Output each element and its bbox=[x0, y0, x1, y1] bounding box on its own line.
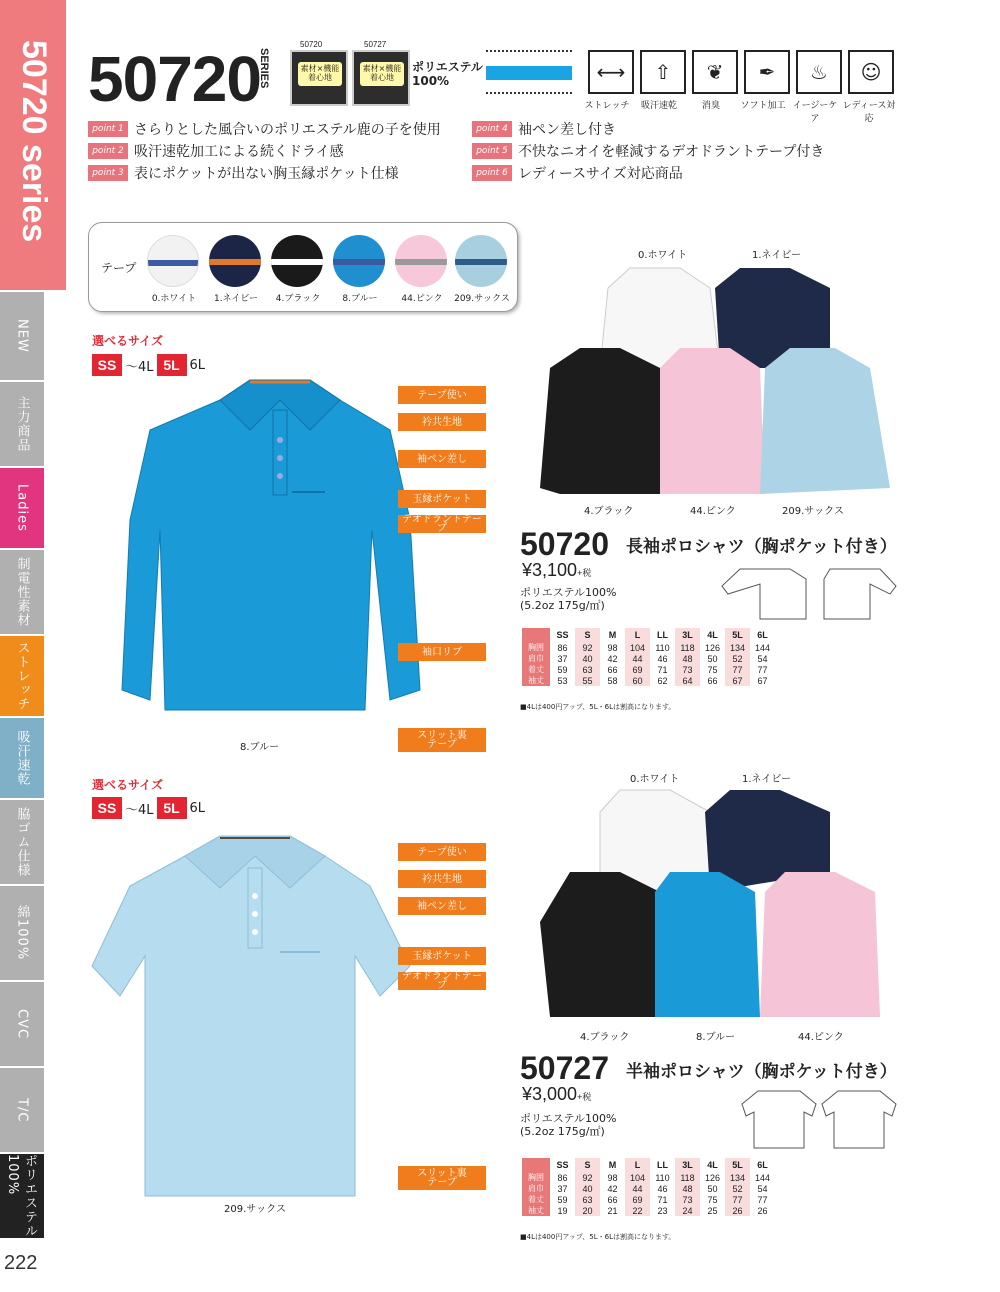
point-row bbox=[472, 140, 824, 162]
tape-swatch-blue bbox=[333, 235, 385, 287]
size-header: 4L bbox=[707, 630, 718, 640]
tab-new[interactable] bbox=[0, 292, 44, 380]
tab-label: 制電性素材 bbox=[14, 557, 30, 627]
tab-label: T/C bbox=[14, 1097, 30, 1123]
point-row bbox=[88, 140, 441, 162]
size-header: SS bbox=[556, 630, 569, 640]
tab-side-rubber[interactable] bbox=[0, 800, 44, 884]
color-label: 4.ブラック bbox=[584, 506, 634, 517]
tab-main-products[interactable] bbox=[0, 382, 44, 466]
quick-dry-icon: ⇧ bbox=[640, 50, 686, 94]
callout-slit-tape: スリット裏 テープ bbox=[398, 728, 486, 752]
ladies-icon: ☺ bbox=[848, 50, 894, 94]
easy-care-icon: ♨ bbox=[796, 50, 842, 94]
table-row: 胸囲 86 92 98 104 110 118 126 134 144 bbox=[522, 1172, 775, 1183]
size-range: 〜4L bbox=[125, 359, 154, 375]
callout-cuff-rib: 袖口リブ bbox=[398, 643, 486, 661]
point-text: 表にポケットが出ない胸玉縁ポケット仕様 bbox=[134, 166, 399, 182]
color-label: 8.ブルー bbox=[696, 1032, 736, 1043]
tape-swatch-sax bbox=[455, 235, 507, 287]
size-table-50720 bbox=[522, 628, 775, 686]
size-6l: 6L bbox=[189, 800, 206, 816]
feature-label: イージーケア bbox=[792, 101, 838, 124]
point-row bbox=[88, 162, 441, 184]
size-header: 5L bbox=[725, 1158, 750, 1172]
point-row bbox=[472, 162, 824, 184]
callout-collar: 衿共生地 bbox=[398, 413, 486, 431]
color-label: 0.ホワイト bbox=[638, 250, 688, 261]
callout-pocket: 玉縁ポケット bbox=[398, 947, 486, 965]
tag-code: 50720 bbox=[300, 40, 323, 49]
size-header: S bbox=[575, 628, 600, 642]
short-sleeve-color-variants bbox=[530, 782, 910, 1024]
size-6l: 6L bbox=[189, 357, 206, 373]
stretch-icon: ⟷ bbox=[588, 50, 634, 94]
color-label: 209.サックス bbox=[782, 506, 844, 517]
feature-label: ソフト加工 bbox=[740, 101, 786, 111]
size-choice-row bbox=[92, 797, 205, 819]
table-row: 肩巾 37 40 42 44 46 48 50 52 54 bbox=[522, 653, 775, 664]
tab-label: 主力商品 bbox=[14, 396, 30, 452]
size-ss-badge: SS bbox=[92, 797, 122, 819]
callout-pen-slot: 袖ペン差し bbox=[398, 450, 486, 468]
product-name: 長袖ポロシャツ（胸ポケット付き） bbox=[626, 537, 897, 557]
table-row: 肩巾 37 40 42 44 46 48 50 52 54 bbox=[522, 1183, 775, 1194]
callout-deodorant: デオドラントテープ bbox=[398, 515, 486, 533]
tape-color-name: 1.ネイビー bbox=[213, 294, 259, 304]
tab-quick-dry[interactable] bbox=[0, 718, 44, 798]
point-text: レディースサイズ対応商品 bbox=[518, 166, 683, 182]
tape-color-name: 4.ブラック bbox=[275, 294, 321, 304]
size-ss-badge: SS bbox=[92, 354, 122, 376]
tape-swatch-navy bbox=[209, 235, 261, 287]
size-header: 3L bbox=[675, 628, 700, 642]
tab-label: Ladies bbox=[14, 484, 30, 532]
short-sleeve-line-drawing bbox=[740, 1086, 900, 1156]
callout-pocket: 玉縁ポケット bbox=[398, 490, 486, 508]
tab-polyester[interactable] bbox=[0, 1154, 44, 1238]
color-label: 0.ホワイト bbox=[630, 774, 680, 785]
tape-color-name: 8.ブルー bbox=[342, 294, 378, 304]
tape-colors-box bbox=[88, 222, 518, 312]
tab-label: 綿100% bbox=[14, 905, 30, 961]
price-tax: +税 bbox=[577, 1092, 592, 1102]
tape-color-name: 0.ホワイト bbox=[151, 294, 197, 304]
size-table-50727 bbox=[522, 1158, 775, 1216]
short-sleeve-sax-polo bbox=[90, 826, 420, 1200]
feature-icons bbox=[588, 50, 894, 94]
tag-image-50720 bbox=[290, 50, 348, 106]
series-word: SERIES bbox=[258, 48, 270, 89]
point-text: さらりとした風合いのポリエステル鹿の子を使用 bbox=[134, 122, 441, 138]
product-price bbox=[522, 560, 591, 581]
table-row: 袖丈 19 20 21 22 23 24 25 26 26 bbox=[522, 1205, 775, 1216]
color-label: 1.ネイビー bbox=[742, 774, 791, 785]
series-side-banner bbox=[0, 0, 66, 290]
size-header: M bbox=[608, 1160, 617, 1170]
point-text: 不快なニオイを軽減するデオドラントテープ付き bbox=[518, 144, 825, 160]
tab-label: ストレッチ bbox=[14, 641, 30, 711]
tab-cvc[interactable] bbox=[0, 982, 44, 1066]
callout-deodorant: デオドラントテープ bbox=[398, 972, 486, 990]
tab-antistatic[interactable] bbox=[0, 550, 44, 634]
color-label: 1.ネイビー bbox=[752, 250, 801, 261]
size-header: L bbox=[625, 628, 650, 642]
series-number: 50720 bbox=[88, 43, 261, 115]
page-number: 222 bbox=[4, 1252, 38, 1274]
size-choice-title: 選べるサイズ bbox=[92, 334, 164, 348]
size-header: L bbox=[625, 1158, 650, 1172]
size-header: LL bbox=[657, 1160, 668, 1170]
color-label: 44.ピンク bbox=[798, 1032, 844, 1043]
size-header: 6L bbox=[757, 1160, 768, 1170]
tag-code: 50727 bbox=[364, 40, 387, 49]
tab-ladies[interactable] bbox=[0, 468, 44, 548]
long-sleeve-line-drawing bbox=[720, 564, 900, 624]
callout-pen-slot: 袖ペン差し bbox=[398, 897, 486, 915]
points-left bbox=[88, 118, 441, 184]
tag-image-50727 bbox=[352, 50, 410, 106]
tag-text: 素材×機能 着心地 bbox=[298, 62, 342, 86]
points-right bbox=[472, 118, 824, 184]
material-composition: ポリエステル100% bbox=[520, 586, 617, 599]
size-choice-title: 選べるサイズ bbox=[92, 778, 164, 792]
size-header: M bbox=[608, 630, 617, 640]
size-header: LL bbox=[657, 630, 668, 640]
point-badge: point 1 bbox=[88, 121, 128, 137]
series-side-label: 50720 series bbox=[15, 40, 53, 243]
size-5l-badge: 5L bbox=[157, 797, 187, 819]
size-header: SS bbox=[556, 1160, 569, 1170]
tape-swatch-white bbox=[147, 235, 199, 287]
point-badge: point 3 bbox=[88, 165, 128, 181]
tape-color-name: 209.サックス bbox=[454, 294, 510, 304]
table-note: ■4Lは400円アップ、5L・6Lは割高になります。 bbox=[520, 703, 676, 711]
tab-label: 吸汗速乾 bbox=[14, 730, 30, 786]
price-value: ¥3,100 bbox=[522, 560, 578, 580]
product-material bbox=[520, 586, 616, 612]
callout-tape: テープ使い bbox=[398, 843, 486, 861]
tape-color-name: 44.ピンク bbox=[401, 294, 443, 304]
size-header: 3L bbox=[675, 1158, 700, 1172]
tape-swatch-pink bbox=[395, 235, 447, 287]
point-badge: point 4 bbox=[472, 121, 512, 137]
price-tax: +税 bbox=[577, 568, 592, 578]
color-label: 4.ブラック bbox=[580, 1032, 630, 1043]
point-badge: point 2 bbox=[88, 143, 128, 159]
table-row: 袖丈 53 55 58 60 62 64 66 67 67 bbox=[522, 675, 775, 686]
tab-label: NEW bbox=[14, 319, 30, 353]
deodorant-icon: ❦ bbox=[692, 50, 738, 94]
main-color-label: 209.サックス bbox=[224, 1204, 286, 1215]
tab-tc[interactable] bbox=[0, 1068, 44, 1152]
product-price bbox=[522, 1084, 591, 1105]
size-5l-badge: 5L bbox=[157, 354, 187, 376]
size-range: 〜4L bbox=[125, 802, 154, 818]
callout-tape: テープ使い bbox=[398, 386, 486, 404]
product-material bbox=[520, 1112, 616, 1138]
size-header: S bbox=[575, 1158, 600, 1172]
size-header: 6L bbox=[757, 630, 768, 640]
long-sleeve-color-variants bbox=[530, 258, 910, 502]
product-number: 50720 bbox=[520, 526, 609, 562]
material-label: ポリエステル 100% bbox=[412, 60, 483, 88]
point-row bbox=[88, 118, 441, 140]
size-header: 5L bbox=[725, 628, 750, 642]
point-text: 吸汗速乾加工による続くドライ感 bbox=[134, 144, 344, 160]
material-composition: ポリエステル100% bbox=[520, 1112, 617, 1125]
material-weight: (5.2oz 175g/㎡) bbox=[520, 599, 605, 612]
product-number: 50727 bbox=[520, 1050, 609, 1086]
tape-label: テープ bbox=[101, 261, 137, 275]
table-row: 着丈 59 63 66 69 71 73 75 77 77 bbox=[522, 664, 775, 675]
callout-collar: 衿共生地 bbox=[398, 870, 486, 888]
fabric-pattern bbox=[486, 50, 572, 94]
long-sleeve-blue-polo bbox=[110, 370, 440, 740]
color-label: 44.ピンク bbox=[690, 506, 736, 517]
point-text: 袖ペン差し付き bbox=[518, 122, 616, 138]
point-badge: point 6 bbox=[472, 165, 512, 181]
main-color-label: 8.ブルー bbox=[240, 742, 280, 753]
feature-label: ストレッチ bbox=[584, 101, 630, 111]
material-weight: (5.2oz 175g/㎡) bbox=[520, 1125, 605, 1138]
soft-icon: ✒ bbox=[744, 50, 790, 94]
feature-label: 消臭 bbox=[701, 101, 720, 111]
feature-label: 吸汗速乾 bbox=[640, 101, 677, 111]
table-row: 胸囲 86 92 98 104 110 118 126 134 144 bbox=[522, 642, 775, 653]
callout-slit-tape: スリット裏 テープ bbox=[398, 1166, 486, 1190]
product-name: 半袖ポロシャツ（胸ポケット付き） bbox=[626, 1062, 897, 1082]
tape-swatch-black bbox=[271, 235, 323, 287]
tab-label: CVC bbox=[14, 1008, 30, 1040]
tab-label: 脇ゴム仕様 bbox=[14, 807, 30, 877]
point-row bbox=[472, 118, 824, 140]
tab-stretch[interactable] bbox=[0, 636, 44, 716]
table-note: ■4Lは400円アップ、5L・6Lは割高になります。 bbox=[520, 1233, 676, 1241]
tag-text: 素材×機能 着心地 bbox=[360, 62, 404, 86]
price-value: ¥3,000 bbox=[522, 1084, 578, 1104]
table-row: 着丈 59 63 66 69 71 73 75 77 77 bbox=[522, 1194, 775, 1205]
point-badge: point 5 bbox=[472, 143, 512, 159]
size-header: 4L bbox=[707, 1160, 718, 1170]
feature-label: レディース対応 bbox=[842, 101, 896, 124]
tab-label: ポリエステル100% bbox=[5, 1154, 37, 1238]
tab-cotton[interactable] bbox=[0, 886, 44, 980]
